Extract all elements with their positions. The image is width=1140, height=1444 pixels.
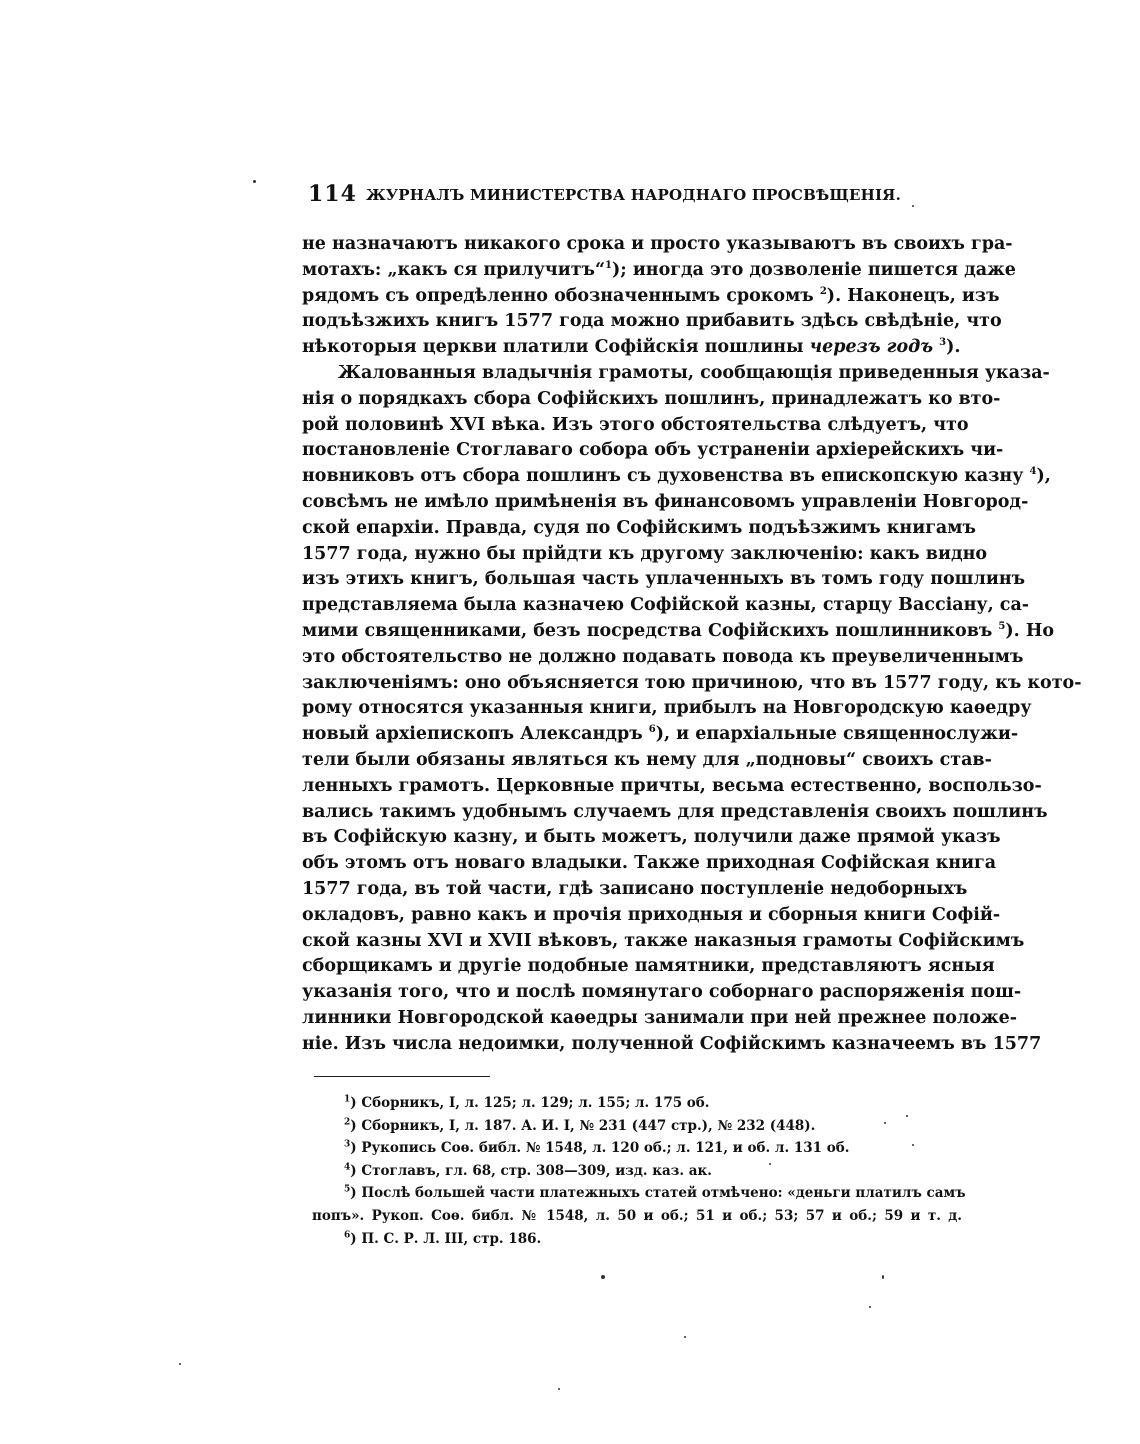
scan-speck [253,180,256,183]
text-line: 1577 года, нужно бы прійдти къ другому заключенію: какъ видно [302,543,988,564]
text-line: рой половинѣ XVI вѣка. Изъ этого обстоятельства слѣдуетъ, что [302,414,969,435]
text-line: совсѣмъ не имѣло примѣненія въ финансовомъ управленіи Новгород- [302,491,1029,512]
scan-speck [769,1163,771,1165]
text-line: нѣкоторыя церкви платили Софійскія пошлины черезъ годъ $^3$). [302,337,961,358]
text-line: мими священниками, безъ посредства Софійскихъ пошлинниковъ $^5$). Но [302,620,1055,641]
scan-speck [179,1363,181,1365]
text-line: 1577 года, въ той части, гдѣ записано поступленіе недоборныхъ [302,878,968,899]
text-line: представляема была казначею Софійской казны, старцу Вассіану, са- [302,595,1030,616]
scan-speck [869,1306,871,1308]
footnote: $^1$) Сборникъ, I, л. 125; л. 129; л. 155; л. 175 об. [344,1094,710,1111]
text-line: это обстоятельство не должно подавать повода къ преувеличеннымъ [302,646,1024,667]
text-line: ской епархіи. Правда, судя по Софійскимъ подъѣзжимъ книгамъ [302,517,976,538]
text-line: постановленіе Стоглаваго собора объ устраненіи архіерейскихъ чи- [302,440,1004,461]
text-line: новниковъ отъ сбора пошлинъ съ духовенства въ епископскую казну $^4$), [302,466,1051,487]
footnote-divider [314,1076,490,1077]
scan-speck [912,1144,914,1146]
text-line: мотахъ: „какъ ся прилучитъ“$^1$); иногда это дозволеніе пишется даже [302,259,1016,280]
scan-speck [884,1122,886,1124]
running-head [308,181,958,213]
footnote-ref: 4 [1029,466,1037,478]
footnote-ref: 6 [648,724,656,736]
footnote: $^3$) Рукопись Соѳ. библ. № 1548, л. 120 об.; л. 121, и об. л. 131 об. [344,1139,850,1157]
page-number: 114 [308,181,357,207]
text-line: въ Софійскую казну, и быть можетъ, получили даже прямой указъ [302,827,1001,848]
footnote: $^2$) Сборникъ, I, л. 187. А. И. I, № 231 (447 стр.), № 232 (448). [344,1117,816,1134]
text-line: не назначаютъ никакого срока и просто указываютъ въ своихъ гра- [302,234,1013,254]
scan-speck [601,1275,605,1279]
footnotes [312,1092,966,1250]
scan-speck [882,1275,884,1279]
scan-speck [684,1336,686,1338]
scan-speck [906,1115,908,1117]
footnote-ref: 2 [819,285,827,297]
footnote: $^6$) П. С. Р. Л. III, стр. 186. [344,1230,542,1247]
footnote: $^5$) Послѣ большей части платежныхъ статей отмѣчено: «деньги платилъ самъ [344,1184,966,1202]
body-text [302,232,1082,1058]
text-line: окладовъ, равно какъ и прочія приходныя и сборныя книги Софій- [302,904,1001,925]
footnote-ref: 1 [605,259,612,271]
text-line: вались такимъ удобнымъ случаемъ для представленія своихъ пошлинъ [302,801,1048,822]
footnote: $^4$) Стоглавъ, гл. 68, стр. 308—309, изд. каз. ак. [344,1162,712,1179]
footnote-ref: 5 [998,621,1006,633]
text-line: ніе. Изъ числа недоимки, полученной Софійскимъ казначеемъ въ 1577 [302,1033,1042,1054]
text-line: ской казны XVI и XVII вѣковъ, также наказныя грамоты Софійскимъ [302,930,1025,951]
text-line: рядомъ съ опредѣленно обозначеннымъ срокомъ $^2$). Наконецъ, изъ [302,285,1000,306]
text-line: заключеніямъ: оно объясняется тою причиною, что въ 1577 году, къ кото- [302,672,1082,693]
text-line: рому относятся указанныя книги, прибылъ на Новгородскую каѳедру [302,698,1032,719]
text-line: указанія того, что и послѣ помянутаго соборнаго распоряженія пош- [302,982,1022,1003]
text-line: сборщикамъ и другіе подобные памятники, представляютъ ясныя [302,956,995,977]
text-line: новый архіепископъ Александръ $^6$), и епархіальные священнослужи- [302,724,1019,745]
text-line: Жалованныя владычнія грамоты, сообщающія приведенныя указа- [338,362,1050,383]
text-line: подъѣзжихъ книгъ 1577 года можно прибавить здѣсь свѣдѣніе, что [302,311,1002,332]
text-line: объ этомъ отъ новаго владыки. Также приходная Софійская книга [302,853,997,874]
text-line: линники Новгородской каѳедры занимали при ней прежнее положе- [302,1007,1018,1028]
footnote-continuation: попъ». Рукоп. Соѳ. библ. № 1548, л. 50 и об.; 51 и об.; 53; 57 и об.; 59 и т. д. [312,1207,962,1224]
footnote-ref: 3 [939,337,947,349]
text-line: нія о порядкахъ сбора Софійскихъ пошлинъ, принадлежатъ ко вто- [302,388,1001,409]
text-line: ленныхъ грамотъ. Церковные причты, весьма естественно, воспользо- [302,775,1042,796]
journal-title: ЖУРНАЛЪ МИНИСТЕРСТВА НАРОДНАГО ПРОСВѢЩЕНІЯ. [366,186,902,204]
text-line: тели были обязаны являться къ нему для „подновы“ своихъ став- [302,749,992,770]
scan-speck [912,205,914,207]
scan-speck [558,1388,560,1390]
text-line: изъ этихъ книгъ, большая часть уплаченныхъ въ томъ году пошлинъ [302,569,1026,590]
